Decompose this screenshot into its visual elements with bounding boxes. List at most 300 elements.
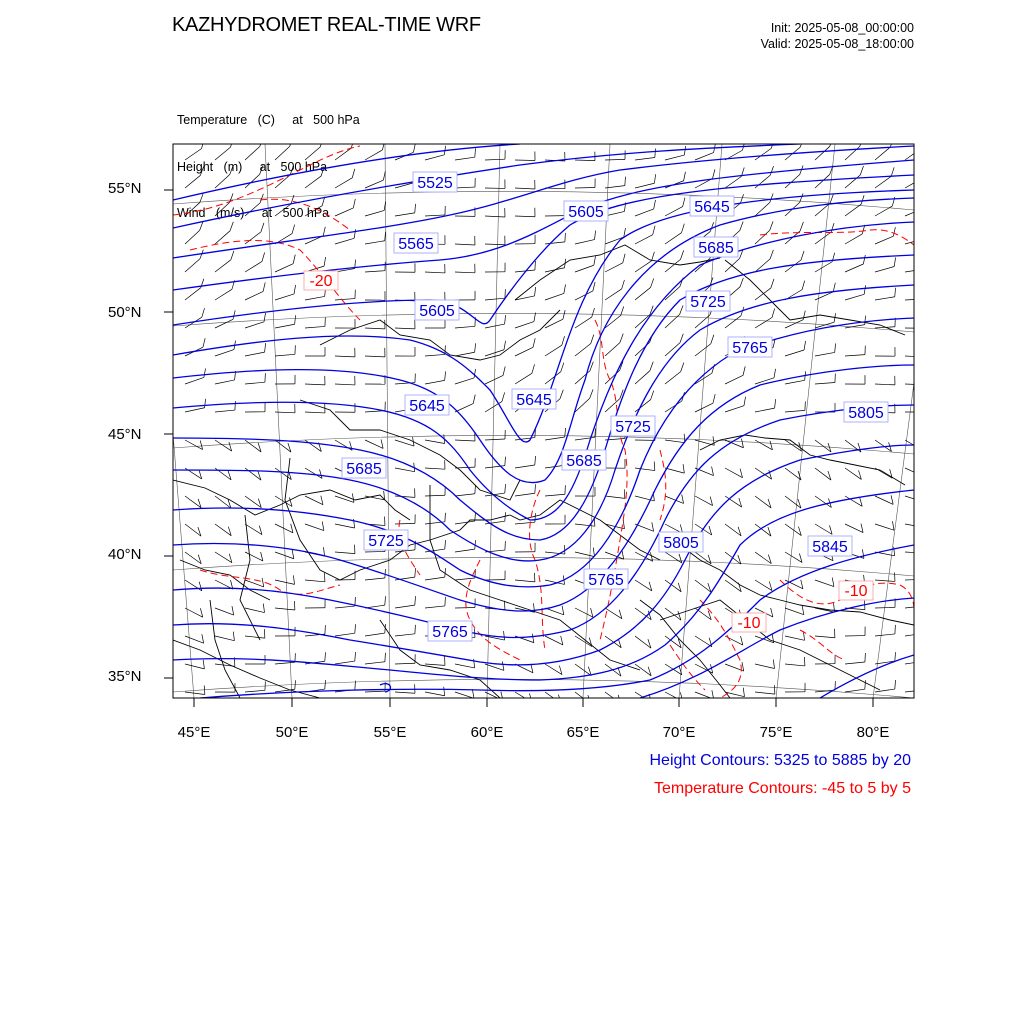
wind-barb [755, 664, 774, 668]
wind-barb-feather [560, 390, 563, 399]
wind-barb [695, 440, 714, 445]
wind-barb-feather [802, 606, 804, 615]
wind-barb [725, 316, 741, 328]
wind-barb-feather [353, 199, 355, 208]
wind-barb-feather [593, 548, 594, 557]
height-contour-value: 5765 [588, 572, 624, 589]
wind-barb-feather [923, 199, 925, 208]
wind-barb-feather [505, 315, 506, 324]
wind-barb-feather [680, 334, 683, 343]
wind-barb-feather [505, 512, 506, 521]
wind-barb [485, 439, 505, 440]
height-contour-value: 5765 [732, 340, 768, 357]
height-contour-labels [342, 172, 888, 641]
wind-barb [245, 352, 265, 356]
height-contour-label [686, 291, 730, 311]
height-contour-value: 5525 [417, 175, 453, 192]
wind-barb [665, 343, 680, 356]
wind-barb-feather [290, 137, 293, 146]
wind-barb-feather [202, 634, 204, 643]
wind-barb [455, 467, 475, 468]
wind-barb-feather [260, 165, 263, 174]
wind-barb-feather [503, 366, 505, 375]
wind-barb-feather [200, 194, 203, 203]
wind-barb-feather [505, 457, 506, 466]
height-contour-label [728, 337, 772, 357]
wind-barb [815, 352, 835, 356]
wind-barb [605, 289, 622, 300]
wind-barb-feather [385, 624, 386, 633]
wind-barb [815, 232, 831, 244]
wind-barb [785, 636, 805, 640]
wind-barb-feather [925, 260, 926, 269]
wind-barb [305, 326, 325, 328]
wind-barb-feather [925, 652, 926, 661]
legend-height: Height Contours: 5325 to 5885 by 20 [649, 752, 911, 769]
wind-barb-feather [415, 596, 416, 605]
wind-barb [695, 153, 714, 160]
wind-barb [395, 663, 415, 664]
wind-barb-feather [292, 225, 295, 234]
wind-barb-feather [651, 391, 654, 400]
wind-barb [785, 524, 801, 536]
wind-barb [215, 664, 235, 666]
wind-barb [365, 551, 385, 552]
wind-barb-feather [591, 335, 594, 344]
height-contour-value: 5565 [398, 236, 434, 253]
wind-barb [635, 235, 653, 244]
height-contour-value: 5725 [368, 533, 404, 550]
wind-barb [905, 524, 925, 528]
wind-barb [275, 552, 294, 559]
wind-barb [455, 187, 475, 188]
wind-barb-feather [594, 256, 596, 265]
lat-label-50: 50°N [108, 304, 142, 321]
wind-barb [665, 468, 684, 473]
wind-barb-feather [830, 137, 833, 146]
wind-barb [515, 188, 535, 189]
wind-barb-feather [561, 636, 563, 645]
wind-barb [395, 523, 415, 524]
wind-barb [845, 234, 862, 244]
wind-barb-feather [445, 513, 446, 522]
wind-barb-feather [475, 148, 476, 157]
wind-barb-feather [324, 547, 325, 556]
wind-barb [335, 299, 355, 300]
wind-barb [755, 230, 770, 244]
wind-barb-feather [323, 227, 325, 236]
wind-barb [575, 371, 590, 384]
legend-temperature: Temperature Contours: -45 to 5 by 5 [653, 780, 911, 797]
wind-barb [185, 149, 201, 160]
wind-barb-feather [711, 335, 714, 344]
wind-barb-feather [924, 519, 925, 528]
wind-barb [845, 355, 865, 356]
temperature-contour-label [304, 271, 338, 290]
wind-barb [755, 317, 772, 328]
wind-barb [845, 204, 861, 216]
wind-barb [455, 578, 475, 580]
wind-barb-feather [624, 489, 625, 498]
wind-barb-feather [618, 695, 621, 704]
wind-barb-feather [504, 631, 505, 640]
wind-barb [695, 344, 711, 356]
wind-barb [185, 552, 201, 564]
wind-barb [185, 230, 200, 244]
wind-barb-feather [233, 310, 235, 319]
wind-barb [575, 636, 592, 647]
wind-barb-feather [504, 341, 506, 350]
wind-barb-feather [922, 169, 924, 178]
wind-barb-feather [893, 227, 895, 236]
wind-barb [635, 580, 652, 591]
lat-label-45: 45°N [108, 426, 142, 443]
height-contour-label [415, 300, 459, 320]
lon-label-45: 45°E [177, 724, 211, 741]
wind-barb-feather [385, 232, 386, 241]
wind-barb-feather [445, 597, 446, 606]
wind-barb [455, 521, 475, 524]
wind-barb [905, 579, 925, 580]
wind-barb [635, 664, 651, 676]
wind-barb-feather [264, 629, 265, 638]
wind-barb-feather [803, 311, 805, 320]
wind-barb-feather [264, 313, 266, 322]
height-contour-label [844, 402, 888, 422]
wind-barb [815, 580, 834, 587]
wind-barb-feather [502, 661, 504, 670]
wind-barb [245, 291, 263, 300]
wind-barb-feather [295, 680, 296, 689]
wind-barb [275, 324, 295, 328]
wind-barb-feather [535, 287, 536, 296]
wind-barb [875, 689, 895, 692]
wind-barb [545, 437, 565, 440]
wind-barb [545, 268, 565, 272]
wind-barb-feather [655, 148, 656, 157]
wind-barb [425, 380, 445, 384]
wind-barb [785, 174, 800, 188]
wind-barb [875, 147, 890, 160]
wind-barb-feather [445, 371, 446, 380]
wind-barb [515, 493, 535, 496]
wind-barb-feather [682, 224, 685, 233]
wind-barb [275, 662, 295, 664]
wind-barb-feather [861, 195, 864, 204]
height-contour-label [512, 389, 556, 409]
wind-barb [365, 328, 385, 329]
wind-barb [575, 160, 595, 161]
wind-barb [215, 608, 234, 615]
wind-barb-feather [475, 343, 476, 352]
wind-barb [695, 259, 710, 272]
wind-barb [515, 580, 535, 582]
wind-barb [875, 524, 894, 530]
wind-barb-feather [802, 281, 805, 290]
wind-barb [755, 175, 770, 188]
field-wind: Wind (m/s) at 500 hPa [177, 206, 330, 220]
wind-barb-feather [293, 575, 294, 584]
wind-barb-feather [561, 363, 564, 372]
wind-barb [905, 356, 925, 357]
wind-barb [755, 692, 775, 694]
height-contour-label [562, 450, 606, 470]
wind-barb [485, 324, 505, 328]
wind-barb-feather [891, 167, 894, 176]
height-contour-label [690, 196, 734, 216]
height-contour-value: 5645 [409, 398, 445, 415]
wind-barb [785, 440, 802, 451]
height-contour-value: 5645 [694, 199, 730, 216]
wind-barb [665, 155, 684, 160]
height-contour-label [611, 416, 655, 436]
wind-barb-feather [895, 288, 896, 297]
wind-barb-feather [683, 198, 685, 207]
wind-barb [245, 203, 260, 216]
height-contour-label [394, 233, 438, 253]
wind-barb [455, 404, 473, 412]
wind-barb-feather [865, 680, 866, 689]
wind-barb [635, 371, 650, 384]
wind-barb [485, 375, 503, 384]
wind-barb-feather [925, 597, 926, 606]
wind-barb-feather [683, 464, 684, 473]
wind-barb [485, 244, 505, 245]
wind-barb [785, 664, 805, 666]
height-contour-value: 5605 [568, 204, 604, 221]
wind-barb-feather [831, 223, 834, 232]
wind-barb [635, 183, 654, 188]
height-contour-label [564, 201, 608, 221]
wind-barb [395, 496, 415, 497]
wind-barb [335, 496, 354, 502]
wind-barb [245, 690, 265, 692]
wind-barb [515, 373, 532, 384]
wind-barb [695, 636, 712, 647]
wind-barb-feather [355, 652, 356, 661]
wind-barb [665, 552, 682, 563]
wind-barb-feather [325, 652, 326, 661]
wind-barb-feather [891, 495, 893, 504]
wind-barb [845, 294, 864, 300]
wind-barb-feather [895, 625, 896, 634]
wind-barb [395, 328, 415, 329]
wind-barb [815, 636, 835, 638]
wind-barb [485, 216, 505, 217]
wind-barb [215, 350, 234, 356]
wind-barb-feather [801, 580, 803, 589]
wind-barb-feather [355, 624, 356, 633]
wind-barb-feather [772, 634, 774, 643]
wind-barb [455, 692, 474, 698]
lat-label-55: 55°N [108, 180, 142, 197]
wind-barb-feather [623, 254, 625, 263]
wind-barb [455, 272, 475, 273]
wind-barb-feather [773, 659, 774, 668]
height-contour-label [808, 536, 852, 556]
wind-barb [485, 692, 503, 701]
wind-barb [755, 496, 771, 508]
wind-barb-feather [260, 137, 263, 146]
wind-barb [815, 468, 831, 480]
wind-barb [215, 410, 235, 412]
wind-barb-feather [292, 550, 294, 559]
wind-barb-feather [232, 606, 234, 615]
wind-barb [395, 213, 415, 216]
wind-barb [215, 552, 232, 563]
wind-barb-feather [680, 692, 682, 701]
wind-barb [635, 287, 651, 300]
wind-barb [785, 380, 805, 384]
height-contour-label [584, 569, 628, 589]
wind-barb [635, 157, 655, 160]
wind-barb-feather [291, 524, 293, 533]
wind-barb [785, 608, 804, 615]
wind-barb [545, 608, 564, 615]
temperature-contour-value: -20 [309, 273, 333, 290]
wind-barb-feather [200, 166, 203, 175]
wind-barb [515, 160, 535, 161]
wind-barb [425, 495, 445, 496]
height-contour-label [659, 532, 703, 552]
wind-barb [845, 689, 865, 692]
wind-barb [245, 608, 264, 613]
wind-barb-feather [772, 308, 775, 317]
wind-barb [905, 269, 925, 272]
wind-barb-feather [925, 681, 926, 690]
wind-barb [185, 636, 204, 643]
wind-barb [215, 289, 232, 300]
wind-barb [455, 549, 475, 552]
field-temperature: Temperature (C) at 500 hPa [177, 113, 360, 127]
wind-barb-feather [413, 143, 415, 152]
wind-barb [185, 288, 201, 300]
wind-barb [245, 261, 262, 272]
height-contour-value: 5725 [690, 294, 726, 311]
wind-barb-feather [654, 462, 655, 471]
height-contour-value: 5805 [663, 535, 699, 552]
lon-label-80: 80°E [856, 724, 890, 741]
wind-barb-feather [800, 222, 803, 231]
wind-barb-feather [804, 341, 806, 350]
wind-barb [185, 408, 205, 412]
wind-barb [455, 326, 475, 328]
wind-barb [245, 636, 265, 638]
wind-barb-feather [263, 282, 265, 291]
wind-barb [365, 241, 385, 244]
wind-barb [905, 690, 925, 692]
wind-barb [905, 148, 921, 160]
wind-barb-feather [682, 494, 684, 503]
wind-barb [575, 524, 595, 526]
wind-barb [305, 440, 321, 452]
wind-barb [605, 343, 620, 356]
wind-barb-feather [653, 226, 655, 235]
wind-barb-feather [713, 436, 714, 445]
wind-barb-feather [204, 368, 206, 377]
wind-barb-feather [415, 625, 416, 634]
wind-barb [635, 468, 655, 471]
wind-barb-feather [921, 467, 923, 476]
wind-barb-feather [231, 251, 234, 260]
wind-barb [575, 552, 594, 557]
wind-barb-feather [892, 521, 894, 530]
valid-time: Valid: 2025-05-08_18:00:00 [760, 37, 914, 51]
wind-barb [215, 175, 230, 188]
wind-barb-feather [535, 484, 536, 493]
wind-barb-feather [680, 305, 683, 314]
temperature-contour-value: -10 [737, 615, 761, 632]
wind-barb-feather [293, 255, 295, 264]
wind-barb [845, 175, 860, 188]
wind-barb [245, 146, 260, 160]
wind-barb-feather [774, 685, 775, 694]
wind-barb [605, 237, 624, 244]
wind-barb-feather [742, 439, 744, 448]
wind-barb-feather [743, 366, 745, 375]
wind-barb-feather [502, 392, 505, 401]
wind-barb [305, 524, 324, 531]
wind-barb-feather [774, 369, 776, 378]
wind-barb [275, 580, 295, 584]
wind-barb [905, 239, 924, 244]
wind-barb-feather [230, 138, 233, 147]
wind-barb [575, 187, 595, 188]
wind-barb-feather [830, 194, 833, 203]
wind-barb [845, 662, 865, 664]
lon-label-55: 55°E [373, 724, 407, 741]
wind-barb [815, 146, 830, 160]
wind-barb [575, 437, 595, 440]
wind-barb-feather [654, 200, 656, 209]
wind-barb [725, 406, 744, 412]
wind-barb-feather [652, 522, 654, 531]
wind-barb-feather [652, 252, 655, 261]
wind-barb-feather [325, 680, 326, 689]
wind-barb-feather [681, 363, 684, 372]
wind-barb [665, 233, 682, 244]
wind-barb [875, 496, 893, 504]
wind-barb [575, 664, 591, 676]
wind-barb [845, 468, 861, 479]
wind-barb [575, 344, 591, 356]
wind-barb [245, 232, 261, 244]
wind-barb-feather [863, 255, 865, 264]
wind-barb [575, 265, 594, 272]
height-contour-label [405, 395, 449, 415]
wind-barb-feather [654, 174, 655, 183]
wind-barb-feather [203, 338, 205, 347]
wind-barb [275, 608, 295, 610]
wind-barb [365, 271, 385, 272]
wind-barb [365, 578, 385, 580]
wind-barb [365, 150, 382, 160]
wind-barb [245, 552, 263, 561]
wind-barb-feather [445, 568, 446, 577]
wind-barb [665, 259, 681, 272]
wind-barb-feather [202, 308, 205, 317]
wind-barb-feather [321, 496, 323, 505]
wind-barb-feather [205, 399, 206, 408]
wind-barb-feather [320, 138, 323, 147]
wind-barb [575, 240, 595, 244]
wind-barb [215, 440, 232, 451]
axis-ticks [164, 190, 873, 707]
wind-barb [515, 438, 535, 440]
wind-barb [365, 633, 385, 636]
height-contour-value: 5685 [698, 240, 734, 257]
height-contour-label [364, 530, 408, 550]
